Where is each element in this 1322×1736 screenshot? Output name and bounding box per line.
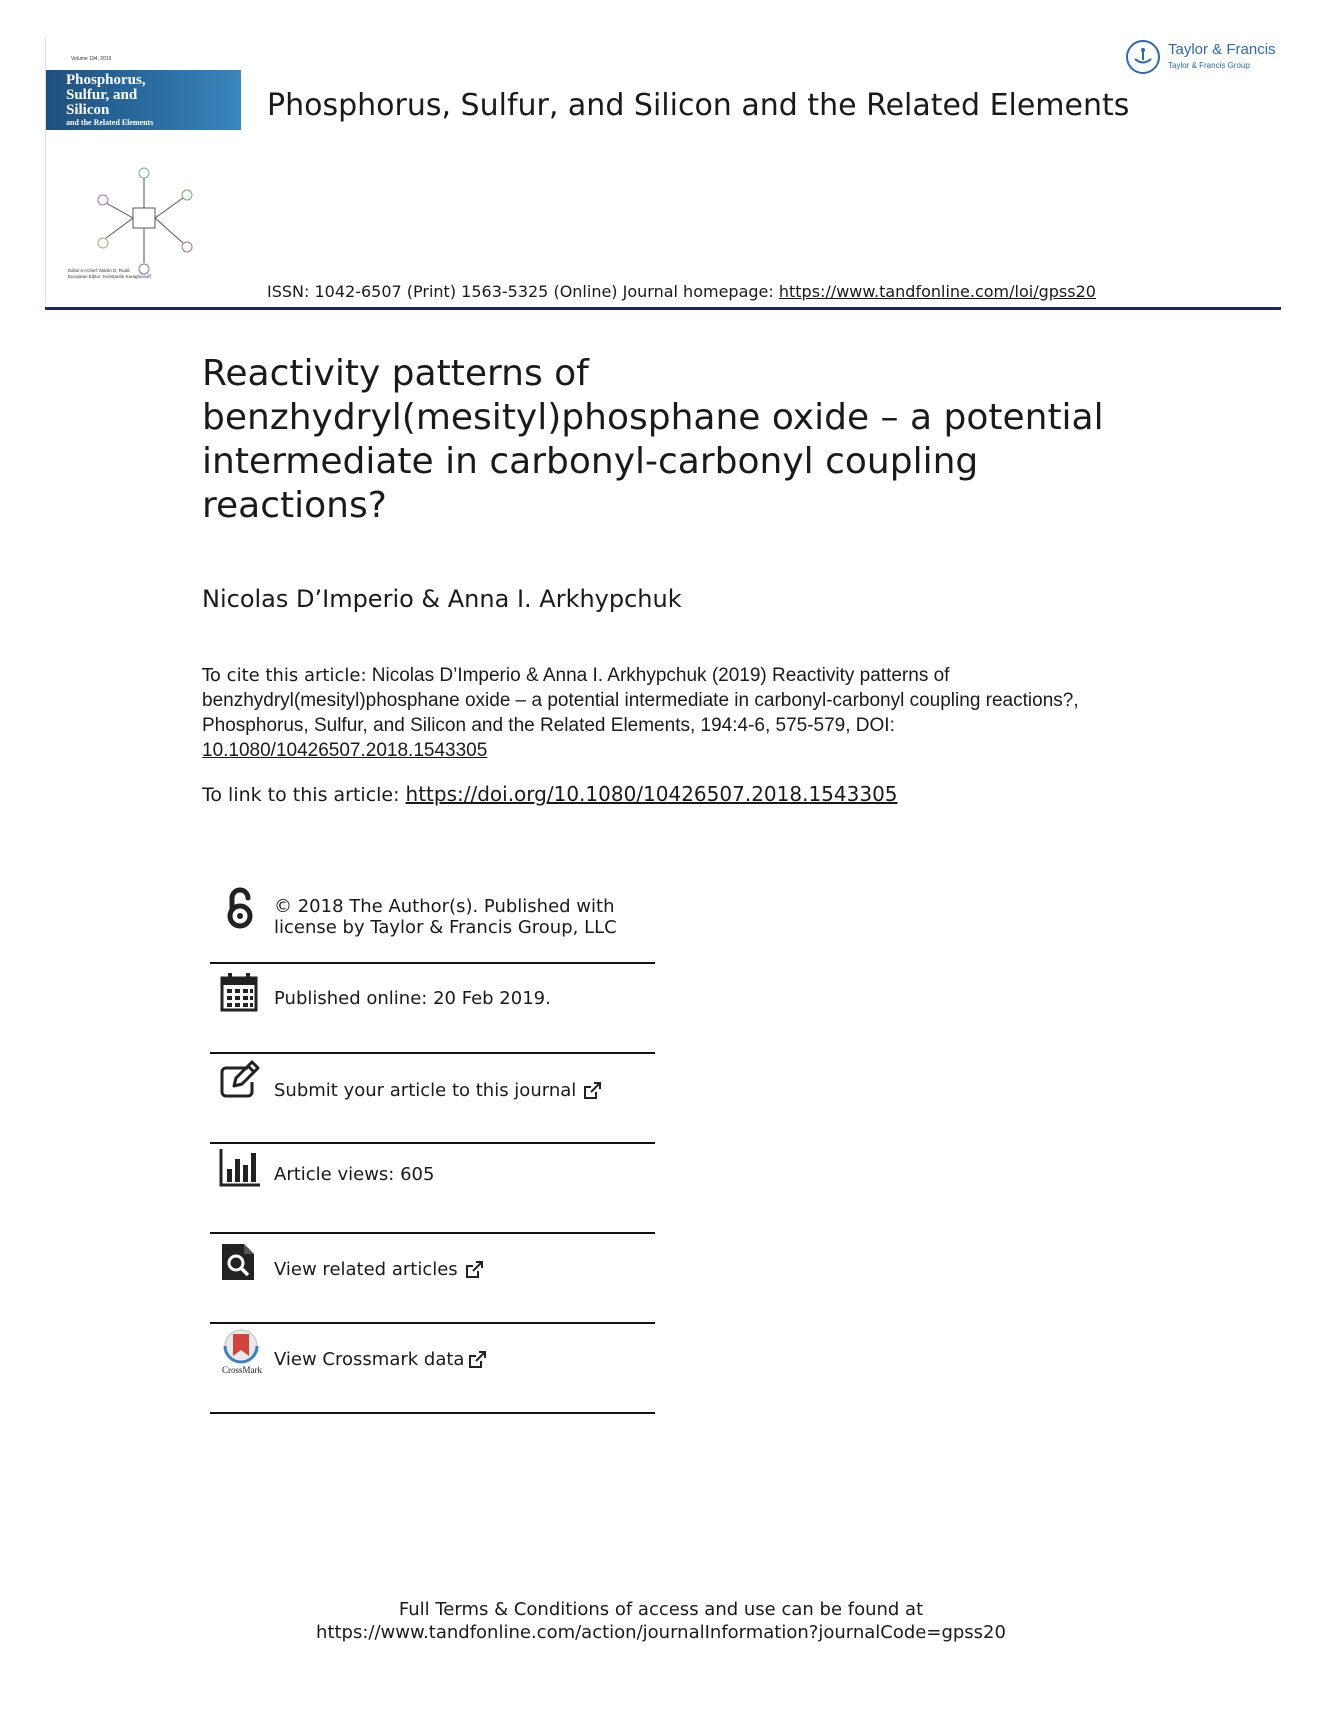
calendar-icon [218,970,262,1014]
external-link-icon [582,1081,602,1101]
article-link-label: To link to this article: [202,784,400,806]
article-doi-url[interactable]: https://doi.org/10.1080/10426507.2018.1543305 [405,782,898,806]
cover-volume-line: Volume 194, 2019 [71,56,112,62]
document-search-icon [218,1240,262,1284]
license-text: © 2018 The Author(s). Published with license by Taylor & Francis Group, LLC [274,896,617,938]
journal-title: Phosphorus, Sulfur, and Silicon and the Related Elements [267,88,1130,123]
issn-text: ISSN: 1042-6507 (Print) 1563-5325 (Online) Journal homepage: [267,282,779,301]
external-link-icon [467,1350,487,1370]
row-separator [210,1412,655,1414]
edit-icon [218,1058,262,1102]
external-link-icon [464,1260,484,1280]
citation-text: Nicolas D’Imperio & Anna I. Arkhypchuk (2019) Reactivity patterns of benzhydryl(mesityl)phosphane oxide – a potential intermediate in carbonyl-carbonyl coupling reactions?, Phosphorus, Sulfur, and Silicon and the Related Elements, 194:4-6, 575-579, DOI: [202,665,1079,736]
article-authors: Nicolas D’Imperio & Anna I. Arkhypchuk [202,585,682,613]
cover-title-line: Sulfur, and [66,87,138,103]
cover-editors: Editor-in-Chief: Martin D. Rudd European Editor: Konstantin Karaghiosoff [68,268,151,279]
publisher-group: Taylor & Francis Group [1168,61,1250,70]
crossmark-icon [210,1328,266,1366]
row-separator [210,962,655,964]
related-articles-link[interactable] [274,1259,484,1280]
citation-block [202,663,1102,763]
citation-doi-link[interactable]: 10.1080/10426507.2018.1543305 [202,740,488,761]
publisher-name: Taylor & Francis [1168,41,1276,58]
publisher-logo[interactable] [1126,38,1286,78]
terms-link[interactable]: https://www.tandfonline.com/action/journalInformation?journalCode=gpss20 [316,1622,1006,1643]
article-link-line [202,782,898,806]
published-date: Published online: 20 Feb 2019. [274,988,551,1009]
row-separator [210,1322,655,1324]
journal-homepage-link[interactable]: https://www.tandfonline.com/loi/gpss20 [778,282,1096,301]
row-separator [210,1052,655,1054]
issn-line [267,282,1096,301]
header-divider [45,307,1281,310]
crossmark-logo [210,1328,266,1378]
citation-label: To cite this article: [202,665,367,686]
crossmark-logo-text: CrossMark [222,1365,262,1375]
cover-title-line: Silicon [66,102,110,118]
cover-subtitle: and the Related Elements [66,118,154,127]
cover-title-line: Phosphorus, [66,72,146,88]
crossmark-link[interactable] [274,1349,487,1370]
journal-cover-thumbnail [45,38,241,303]
publisher-logo-icon [1126,40,1160,74]
article-views: Article views: 605 [274,1164,435,1185]
crossmark-label: View Crossmark data [274,1349,465,1370]
article-title: Reactivity patterns of benzhydryl(mesityl)phosphane oxide – a potential intermediate in carbonyl-carbonyl coupling reactions? [202,353,1104,526]
bar-chart-icon [218,1145,262,1189]
submit-article-label: Submit your article to this journal [274,1080,577,1101]
row-separator [210,1232,655,1234]
open-access-icon [218,886,262,930]
footer-line-1: Full Terms & Conditions of access and use can be found at [398,1599,924,1620]
related-articles-label: View related articles [274,1259,458,1280]
terms-footer [0,1598,1322,1644]
submit-article-link[interactable] [274,1080,602,1101]
row-separator [210,1142,655,1144]
cover-title [66,73,146,118]
